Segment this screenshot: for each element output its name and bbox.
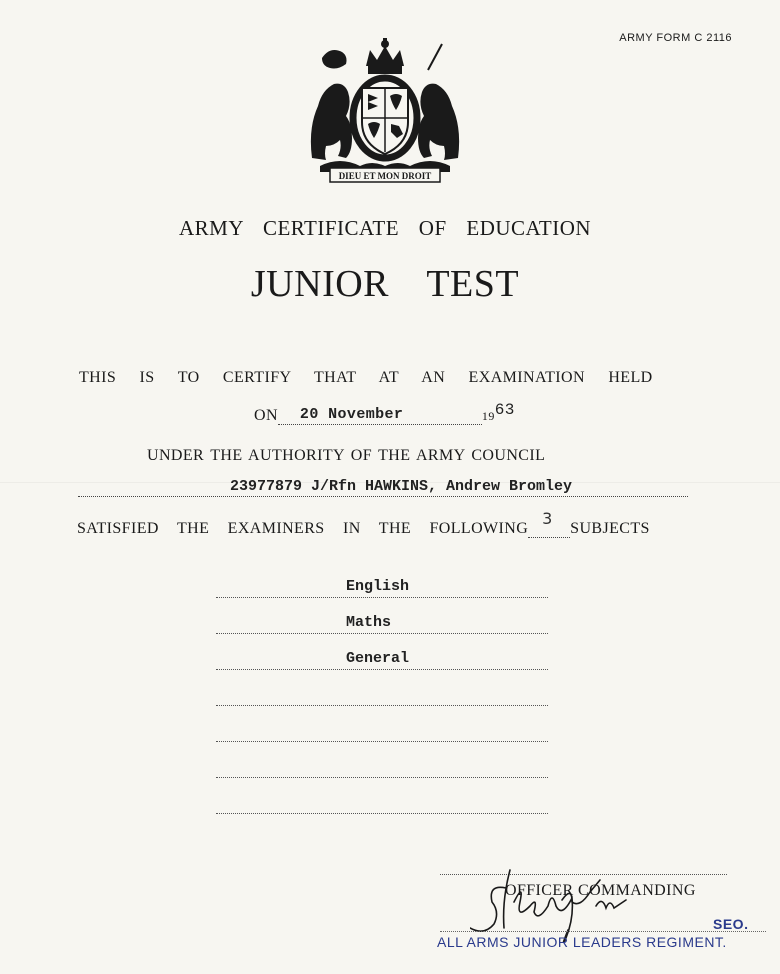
subject-line-1 <box>216 575 548 598</box>
royal-coat-of-arms-icon <box>300 38 470 188</box>
exam-year: 63 <box>494 401 515 419</box>
subject-line-5 <box>216 719 548 742</box>
satisfied-prefix: SATISFIED THE EXAMINERS IN THE FOLLOWING <box>77 520 529 537</box>
officer-title: OFFICER COMMANDING <box>505 882 696 899</box>
authority-line: UNDER THE AUTHORITY OF THE ARMY COUNCIL <box>147 447 546 464</box>
certify-line: THIS IS TO CERTIFY THAT AT AN EXAMINATION HELD <box>79 369 653 386</box>
candidate-line <box>78 476 688 497</box>
certificate-title: ARMY CERTIFICATE OF EDUCATION <box>178 216 592 240</box>
satisfied-line <box>77 509 650 538</box>
date-prefix: ON <box>254 407 278 424</box>
subject-maths: Maths <box>346 614 392 631</box>
satisfied-suffix: SUBJECTS <box>570 520 650 537</box>
candidate-name: 23977879 J/Rfn HAWKINS, Andrew Bromley <box>230 478 573 495</box>
subject-general: General <box>346 650 410 667</box>
date-line <box>254 401 515 425</box>
subject-line-7 <box>216 791 548 814</box>
subject-line-3 <box>216 647 548 670</box>
subject-line-2 <box>216 611 548 634</box>
subject-line-6 <box>216 755 548 778</box>
exam-date: 20 November <box>299 406 404 423</box>
crest-motto: DIEU ET MON DROIT <box>338 171 432 181</box>
form-number: ARMY FORM C 2116 <box>619 32 732 44</box>
subject-line-4 <box>216 683 548 706</box>
seo-stamp: SEO. <box>713 916 749 932</box>
unit-dotted-line <box>440 931 766 932</box>
test-title: JUNIOR TEST <box>250 263 520 305</box>
unit-stamp: ALL ARMS JUNIOR LEADERS REGIMENT. <box>437 934 727 950</box>
handwritten-signature-icon <box>470 862 710 942</box>
subject-english: English <box>346 578 410 595</box>
date-century: 19 <box>481 409 495 423</box>
subject-count: 3 <box>542 509 553 528</box>
